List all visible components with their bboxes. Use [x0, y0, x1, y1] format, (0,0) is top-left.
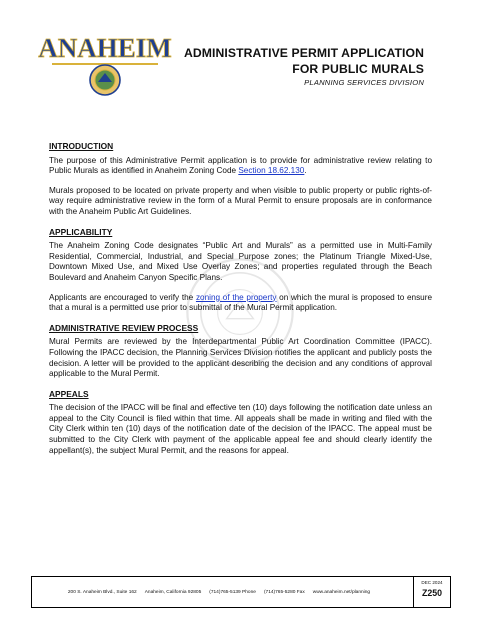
appeals-heading: APPEALS [49, 388, 89, 399]
form-id-box [413, 577, 450, 607]
document-body [49, 141, 432, 465]
page-footer [31, 576, 451, 608]
zoning-of-property-link[interactable]: zoning of the property [195, 292, 277, 302]
applicability-paragraph-1: The Anaheim Zoning Code designates “Public Art and Murals” as a permitted use in Multi-Family Residential, Commercial, Industrial, and Special Purpose zones; the Platinum Triangle Mixed-Use, Downtown Mixed Use, and Mixed Use Overlay Zones; and properties regulated through the Beach Boulevard and Anaheim Canyon Specific Plans. [49, 241, 432, 282]
form-title-line1: ADMINISTRATIVE PERMIT APPLICATION [183, 46, 424, 60]
applicability-paragraph-2 [49, 293, 432, 314]
applicability-text-end: on which the mural is proposed to ensure that a mural is a permitted use prior to submittal of the Mural Permit application. [49, 292, 433, 313]
footer-city: Anaheim, California 92805 [144, 589, 202, 595]
applicability-text-start: Applicants are encouraged to verify the [49, 292, 196, 302]
form-title [184, 45, 424, 77]
form-title-line2: FOR PUBLIC MURALS [292, 62, 424, 76]
intro-text: The purpose of this Administrative Permit application is to provide for administrative review relating to Public Murals as identified in Anaheim Zoning Code [49, 155, 432, 176]
applicability-heading: APPLICABILITY [49, 226, 113, 237]
svg-text:ANAHEIM: ANAHEIM [38, 33, 172, 63]
introduction-paragraph-1 [49, 156, 432, 177]
form-version: DEC 2024 [421, 580, 443, 585]
footer-address: 200 S. Anaheim Blvd., Suite 162 [67, 589, 137, 595]
footer-phone: (714)765-5139 Phone [209, 589, 256, 595]
division-name: PLANNING SERVICES DIVISION [304, 78, 424, 87]
review-heading: ADMINISTRATIVE REVIEW PROCESS [49, 322, 199, 333]
intro-period: . [304, 166, 307, 176]
footer-contact [32, 577, 406, 607]
appeals-paragraph: The decision of the IPACC will be final and effective ten (10) days following the notification date unless an appeal to the City Council is filed within that time. All appeals shall be made in writing and filed with the City Clerk within ten (10) days of the notification date of the decision of the IPACC. The appeal must be submitted to the City Clerk with payment of the applicable appeal fee and should clearly identify the appellant(s), the subject Mural Permit, and the reasons for appeal. [49, 403, 432, 455]
footer-web: www.anaheim.net/planning [312, 589, 371, 595]
anaheim-logo [38, 30, 172, 100]
introduction-heading: INTRODUCTION [49, 141, 114, 151]
zoning-code-link[interactable]: Section 18.62.130 [238, 166, 305, 176]
introduction-paragraph-2: Murals proposed to be located on private property and when visible to public property or public rights-of-way require administrative review in the form of a Mural Permit to ensure proposals are in conformance with the Anaheim Public Art Guidelines. [49, 185, 432, 216]
form-code: Z250 [421, 588, 443, 598]
footer-fax: (714)765-5280 Fax [263, 589, 305, 595]
review-paragraph: Mural Permits are reviewed by the Interdepartmental Public Art Coordination Committee (IPACC). Following the IPACC decision, the Planning Services Division notifies the applicant and publicly posts the decision. A letter will be provided to the applicant describing the decision and any conditions of approval applicable to the Mural Permit. [49, 337, 432, 379]
